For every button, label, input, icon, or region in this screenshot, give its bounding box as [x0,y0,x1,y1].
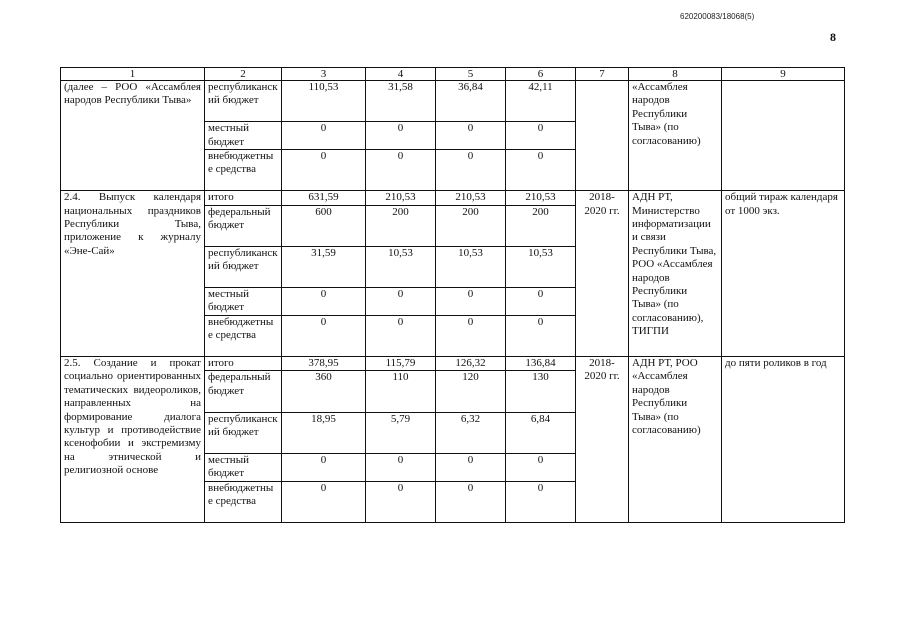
year-2018-value-cell: 31,58 [366,81,436,122]
funding-source-cell: местный бюджет [205,287,282,315]
responsible-executors-cell: «Ассамблея народов Республики Тыва» (по согласованию) [629,81,722,191]
header-cell: 8 [629,68,722,81]
year-2018-value-cell: 0 [366,453,436,481]
funding-source-cell: федеральный бюджет [205,371,282,412]
year-2019-value-cell: 200 [436,205,506,246]
year-2020-value-cell: 130 [506,371,576,412]
total-value-cell: 631,59 [282,191,366,205]
year-2018-value-cell: 110 [366,371,436,412]
budget-table [60,67,845,523]
total-value-cell: 600 [282,205,366,246]
year-2020-value-cell: 0 [506,481,576,522]
total-value-cell: 0 [282,481,366,522]
year-2018-value-cell: 0 [366,122,436,150]
year-2019-value-cell: 10,53 [436,246,506,287]
header-cell: 4 [366,68,436,81]
year-2019-value-cell: 0 [436,481,506,522]
funding-source-cell: итого [205,356,282,370]
total-value-cell: 360 [282,371,366,412]
header-cell: 3 [282,68,366,81]
year-2020-value-cell: 0 [506,122,576,150]
year-2019-value-cell: 0 [436,122,506,150]
page-number: 8 [830,30,836,44]
funding-source-cell: итого [205,191,282,205]
year-2020-value-cell: 0 [506,150,576,191]
header-cell: 7 [576,68,629,81]
responsible-executors-cell: АДН РТ, РОО «Ассамблея народов Республики Тыва» (по согласованию) [629,356,722,522]
year-2018-value-cell: 0 [366,481,436,522]
funding-source-cell: внебюджетные средства [205,150,282,191]
year-2018-value-cell: 0 [366,150,436,191]
funding-source-cell: местный бюджет [205,122,282,150]
funding-source-cell: внебюджетные средства [205,481,282,522]
year-2019-value-cell: 126,32 [436,356,506,370]
year-2020-value-cell: 6,84 [506,412,576,453]
year-2018-value-cell: 210,53 [366,191,436,205]
table-row [61,356,845,370]
funding-source-cell: республиканский бюджет [205,81,282,122]
period-cell: 2018-2020 гг. [576,356,629,522]
activity-description-cell: (далее – РОО «Ассамблея народов Республики Тыва» [61,81,205,191]
total-value-cell: 0 [282,287,366,315]
period-cell [576,81,629,191]
activity-description-cell: 2.4. Выпуск календаря национальных праздников Республики Тыва, приложение к журналу «Эне-Сай» [61,191,205,357]
responsible-executors-cell: АДН РТ, Министерство информатизации и связи Республики Тыва, РОО «Ассамблея народов Республики Тыва» (по согласованию), ТИГПИ [629,191,722,357]
activity-description-cell: 2.5. Создание и прокат социально ориентированных тематических видеороликов, направленных на формирование диалога культур и противодействие ксенофобии и экстремизму на этнической и религиозной основе [61,356,205,522]
year-2018-value-cell: 5,79 [366,412,436,453]
table-row [61,81,845,122]
header-cell: 9 [722,68,845,81]
header-cell: 6 [506,68,576,81]
total-value-cell: 0 [282,150,366,191]
table-header-row [61,68,845,81]
year-2020-value-cell: 200 [506,205,576,246]
year-2020-value-cell: 136,84 [506,356,576,370]
expected-result-cell: общий тираж календаря от 1000 экз. [722,191,845,357]
year-2019-value-cell: 0 [436,315,506,356]
funding-source-cell: федеральный бюджет [205,205,282,246]
year-2018-value-cell: 115,79 [366,356,436,370]
year-2020-value-cell: 42,11 [506,81,576,122]
total-value-cell: 18,95 [282,412,366,453]
funding-source-cell: республиканский бюджет [205,412,282,453]
year-2019-value-cell: 0 [436,150,506,191]
year-2019-value-cell: 36,84 [436,81,506,122]
year-2019-value-cell: 6,32 [436,412,506,453]
funding-source-cell: внебюджетные средства [205,315,282,356]
year-2019-value-cell: 210,53 [436,191,506,205]
year-2018-value-cell: 10,53 [366,246,436,287]
year-2018-value-cell: 200 [366,205,436,246]
header-cell: 2 [205,68,282,81]
header-cell: 5 [436,68,506,81]
year-2019-value-cell: 120 [436,371,506,412]
table-row [61,191,845,205]
header-cell: 1 [61,68,205,81]
year-2020-value-cell: 210,53 [506,191,576,205]
year-2019-value-cell: 0 [436,453,506,481]
year-2020-value-cell: 0 [506,453,576,481]
year-2020-value-cell: 0 [506,315,576,356]
total-value-cell: 31,59 [282,246,366,287]
year-2019-value-cell: 0 [436,287,506,315]
funding-source-cell: республиканский бюджет [205,246,282,287]
expected-result-cell: до пяти роликов в год [722,356,845,522]
total-value-cell: 0 [282,122,366,150]
total-value-cell: 0 [282,315,366,356]
year-2018-value-cell: 0 [366,315,436,356]
year-2018-value-cell: 0 [366,287,436,315]
document-id: 620200083/18068(5) [680,12,755,21]
funding-source-cell: местный бюджет [205,453,282,481]
period-cell: 2018-2020 гг. [576,191,629,357]
total-value-cell: 110,53 [282,81,366,122]
year-2020-value-cell: 0 [506,287,576,315]
year-2020-value-cell: 10,53 [506,246,576,287]
total-value-cell: 378,95 [282,356,366,370]
total-value-cell: 0 [282,453,366,481]
expected-result-cell [722,81,845,191]
